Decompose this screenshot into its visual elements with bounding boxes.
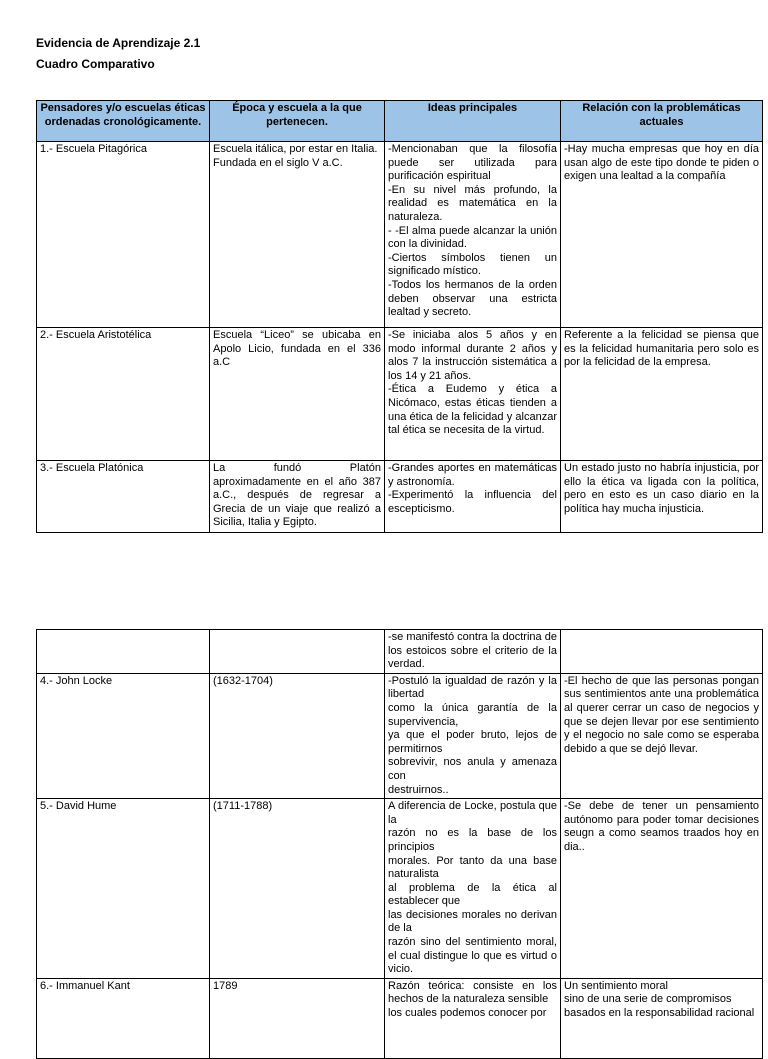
relation-cell [561,461,763,533]
relation-line: -Hay mucha empresas que hoy en día usan algo de este tipo donde te piden o exigen una lealtad a la compañía [564,143,759,183]
relation-line: Un estado justo no habría injusticia, por ello la ética va ligada con la política, pero en esto es un caso diario en la política hay mucha injusticia. [564,462,759,515]
relation-line: Referente a la felicidad se piensa que es la felicidad humanitaria pero solo es por la felicidad de la empresa. [564,329,759,369]
ideas-line: las decisiones morales no derivan de la [388,908,557,935]
ideas-line: morales. Por tanto da una base naturalista [388,854,557,881]
ideas-cell [385,799,561,979]
ideas-line: -Mencionaban que la filosofía puede ser utilizada para purificación espiritual [388,143,557,183]
epoch-line: Escuela “Liceo” se ubicaba en Apolo Licio, fundada en el 336 a.C [213,329,381,369]
table-header-row [37,101,763,142]
ideas-line: A diferencia de Locke, postula que la [388,800,557,826]
epoch-cell [210,142,385,328]
ideas-cell [385,142,561,328]
ideas-line: -se manifestó contra la doctrina de los estoicos sobre el criterio de la verdad. [388,631,557,671]
table-row [37,328,763,461]
comparison-table-continued [36,629,763,1059]
ideas-cell [385,673,561,798]
thinker-cell: 1.- Escuela Pitagórica [37,142,210,328]
ideas-line: -Postuló la igualdad de razón y la libertad [388,674,557,701]
ideas-line: razón sino del sentimiento moral, el cual distingue lo que es virtud o vicio. [388,936,557,976]
table-row [37,978,763,1058]
relation-cell [561,673,763,798]
epoch-cell [210,328,385,461]
epoch-cell: 1789 [210,978,385,1058]
epoch-cell [210,461,385,533]
relation-line: sino de una serie de compromisos [564,993,732,1006]
ideas-cell [385,978,561,1058]
ideas-line: Razón teórica: consiste en los hechos de la naturaleza sensible [388,979,557,1006]
table-row-continued [37,630,763,674]
ideas-line: -Ética a Eudemo y ética a Nicómaco, estas éticas tienden a una ética de la felicidad y alcanzar tal ética se necesita de la virtud. [388,383,557,437]
relation-line: -El hecho de que las personas pongan sus sentimientos ante una problemática al querer cerrar un caso de negocios y que se dejen llevar por ese sentimiento y el negocio no sale como se esperaba debido a que se dejó llevar. [564,674,759,755]
epoch-line: La fundó Platón aproximadamente en el año 387 a.C., después de regresar a Grecia de un viaje que realizó a Sicilia, Italia y Egipto. [213,462,381,529]
thinker-cell: 6.- Immanuel Kant [37,978,210,1058]
table-row [37,799,763,979]
ideas-line: - -El alma puede alcanzar la unión con la divinidad. [388,224,557,251]
ideas-line: como la única garantía de la supervivencia, [388,701,557,728]
thinker-cell: 2.- Escuela Aristotélica [37,328,210,461]
table-row [37,461,763,533]
ideas-line: destruirnos.. [388,783,449,796]
epoch-line: Fundada en el siglo V a.C. [213,156,343,169]
ideas-line: ya que el poder bruto, lejos de permitirnos [388,729,557,755]
thinker-cell: 3.- Escuela Platónica [37,461,210,533]
ideas-cell [385,328,561,461]
ideas-line: -Experimentó la influencia del escepticismo. [388,489,557,515]
ideas-line: al problema de la ética al establecer que [388,881,557,908]
epoch-cell: (1711-1788) [210,799,385,979]
thinker-cell: 5.- David Hume [37,799,210,979]
relation-line: Un sentimiento moral [564,979,668,992]
epoch-cell [210,630,385,674]
ideas-line: -Grandes aportes en matemáticas y astronomía. [388,462,557,488]
thinker-cell [37,630,210,674]
epoch-line: Escuela itálica, por estar en Italia. [213,143,378,155]
ideas-line: -Todos los hermanos de la orden deben observar una estricta lealtad y secreto. [388,278,557,319]
relation-line: -Se debe de tener un pensamiento autónomo para poder tomar decisiones seugn a como seamos traados hoy en dia.. [564,800,759,853]
ideas-line: sobrevivir, nos anula y amenaza con [388,756,557,782]
thinker-cell: 4.- John Locke [37,673,210,798]
ideas-cell [385,461,561,533]
relation-cell [561,630,763,674]
ideas-cell [385,630,561,674]
ideas-line: razón no es la base de los principios [388,827,557,853]
document-title: Evidencia de Aprendizaje 2.1 [36,36,201,50]
ideas-line: -Ciertos símbolos tienen un significado místico. [388,251,557,278]
ideas-line: -Se iniciaba alos 5 años y en modo informal durante 2 años y alos 7 la instrucción sistemática a los 14 y 21 años. [388,329,557,382]
ideas-line: -En su nivel más profundo, la realidad es matemática en la naturaleza. [388,183,557,223]
relation-cell [561,328,763,461]
comparison-table [36,100,763,533]
header-epoch: Época y escuela a la que pertenecen. [210,101,385,142]
table-row [37,673,763,798]
header-relation: Relación con la problemáticas actuales [561,101,763,142]
header-thinkers: Pensadores y/o escuelas éticas ordenadas cronológicamente. [37,101,210,142]
relation-cell [561,799,763,979]
table-row [37,142,763,328]
ideas-line: los cuales podemos conocer por [388,1007,547,1020]
epoch-cell: (1632-1704) [210,673,385,798]
relation-cell [561,142,763,328]
header-ideas: Ideas principales [385,101,561,142]
relation-line: basados en la responsabilidad racional [564,1007,755,1020]
document-subtitle: Cuadro Comparativo [36,57,155,71]
relation-cell [561,978,763,1058]
